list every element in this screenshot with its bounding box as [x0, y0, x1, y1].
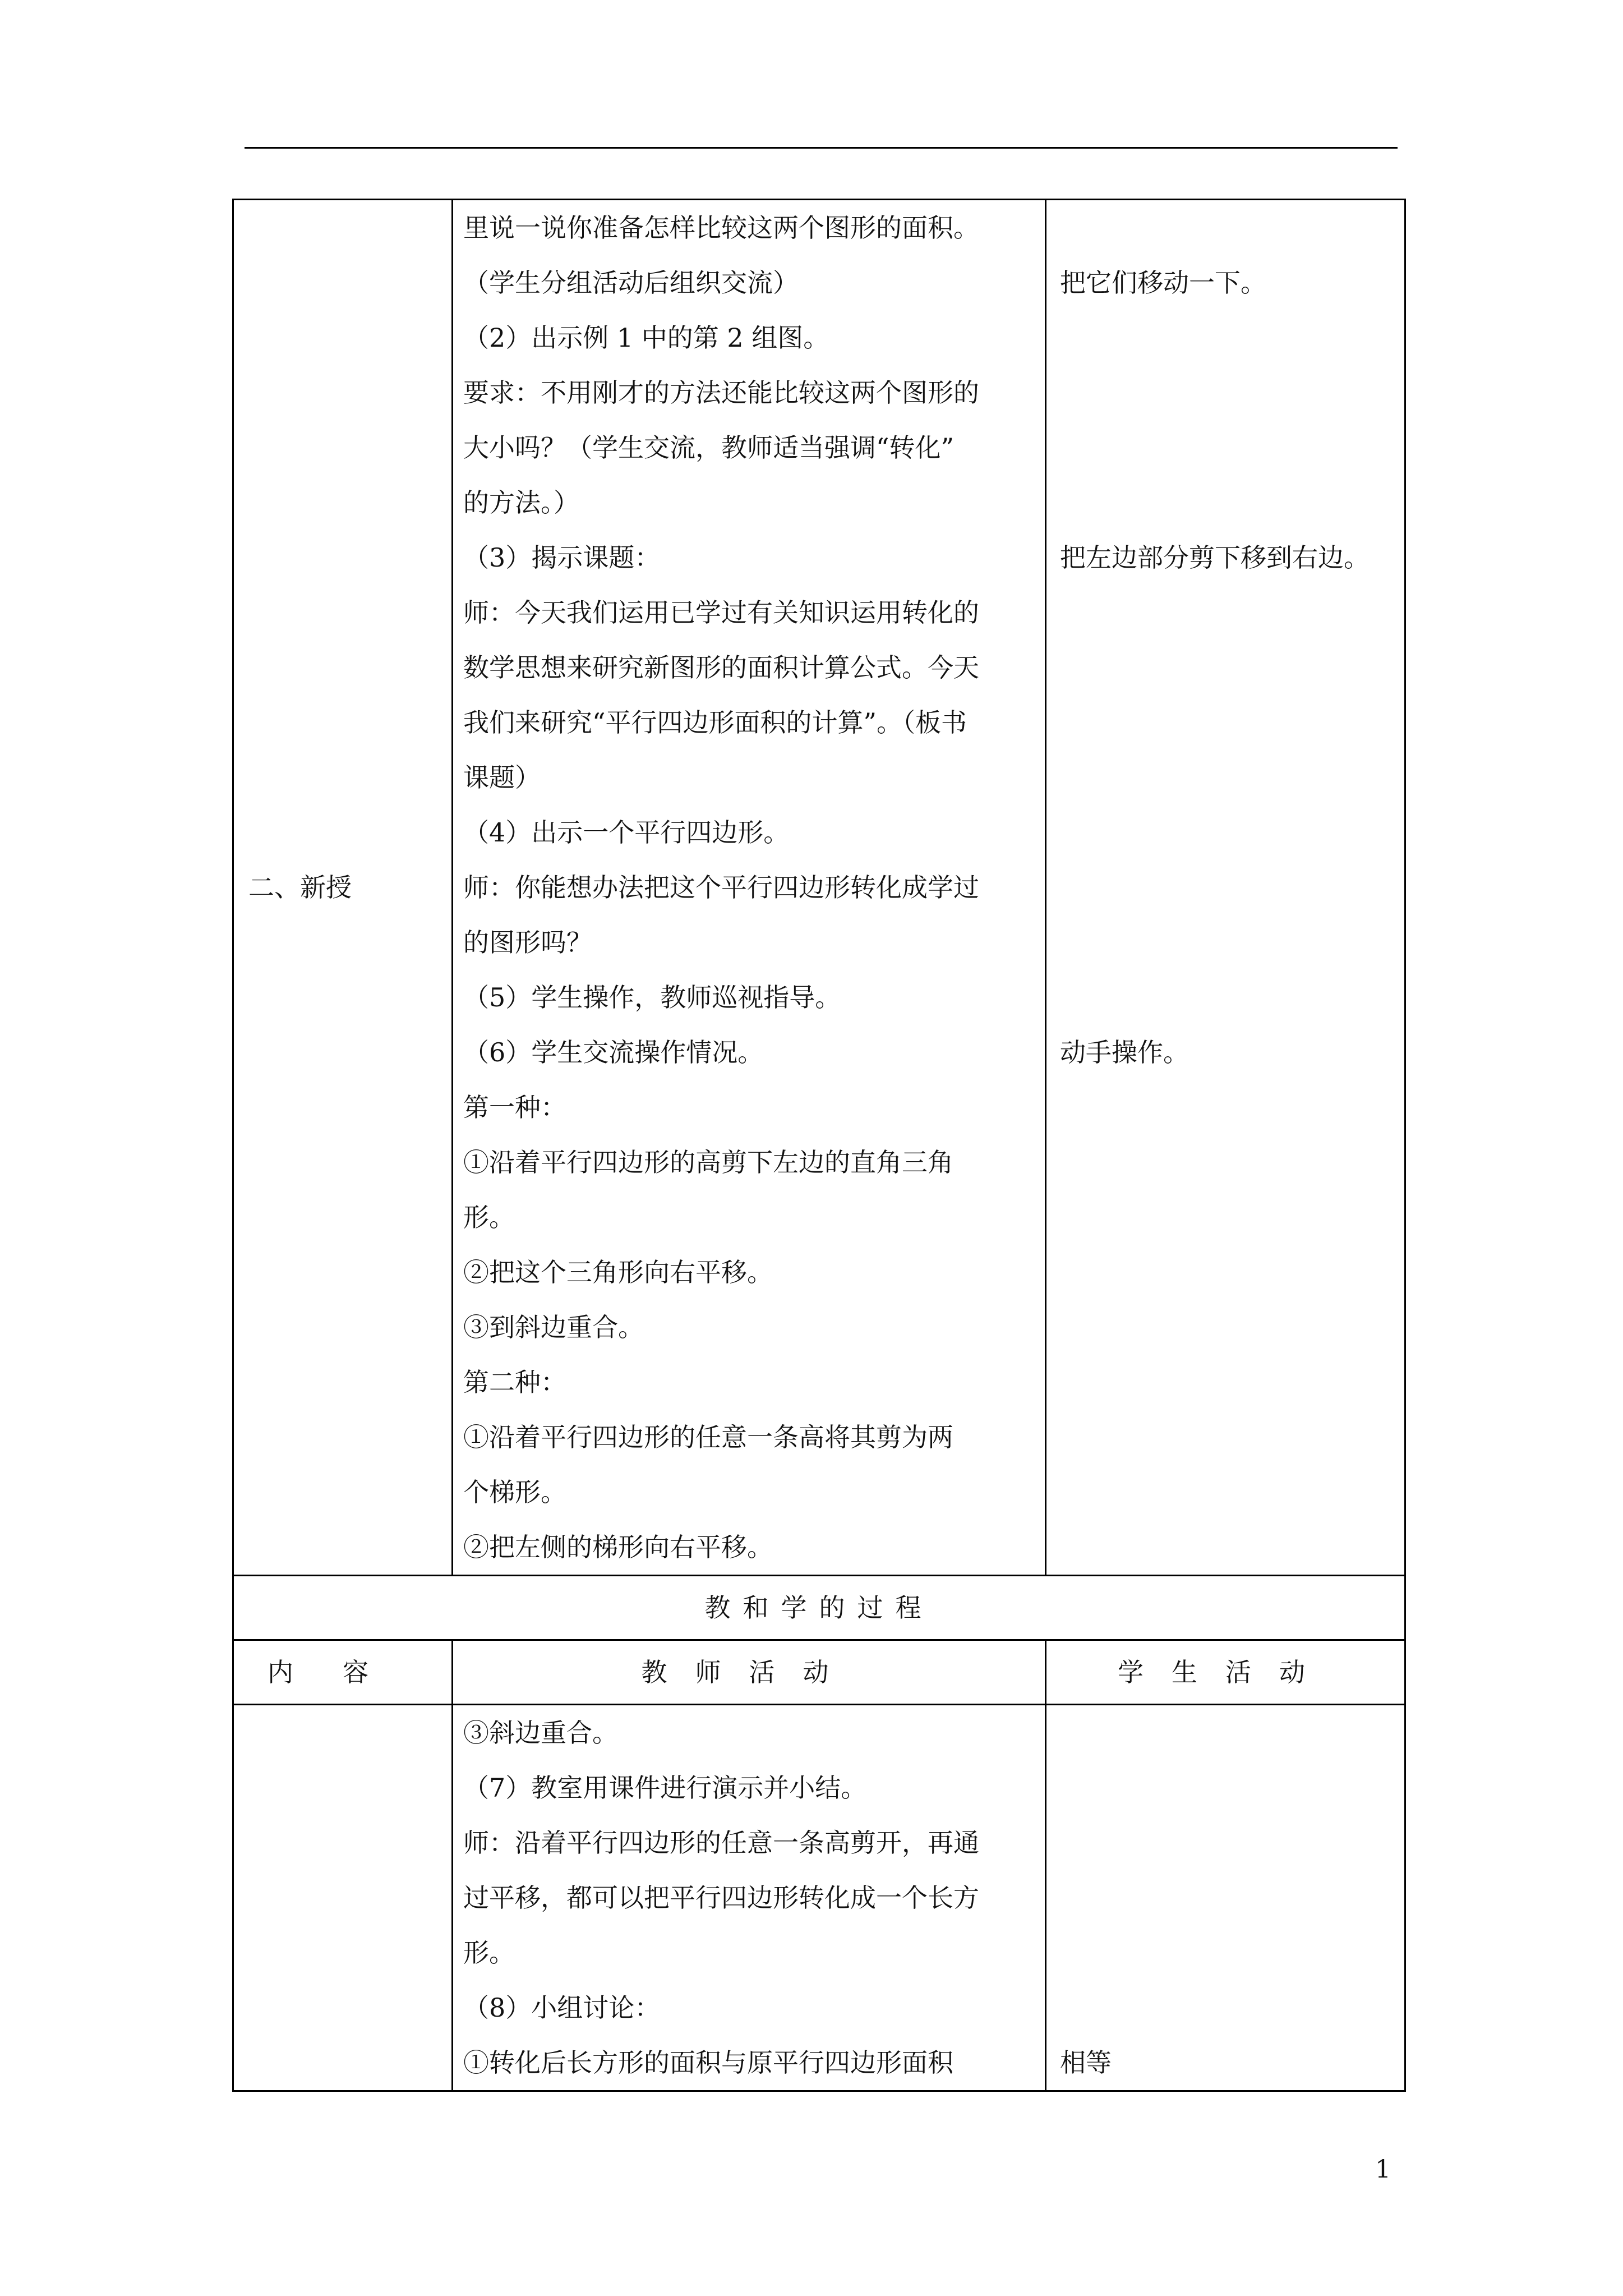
teacher-line: 形。 [463, 1938, 515, 1968]
teacher-line: ①转化后长方形的面积与原平行四边形面积 [463, 2047, 953, 2078]
teacher-line: （4）出示一个平行四边形。 [463, 817, 790, 848]
teacher-line: 师：你能想办法把这个平行四边形转化成学过 [463, 872, 979, 903]
section1-label: 二、新授 [233, 200, 453, 1576]
teacher-line: （7）教室用课件进行演示并小结。 [463, 1773, 867, 1803]
teacher-line: 数学思想来研究新图形的面积计算公式。今天 [463, 652, 979, 683]
teacher-line: 要求：不用刚才的方法还能比较这两个图形的 [463, 378, 979, 408]
teacher-line: ③到斜边重合。 [463, 1312, 644, 1342]
process-banner: 教和学的过程 [233, 1576, 1405, 1640]
teacher-line: 我们来研究“平行四边形面积的计算”。（板书 [463, 707, 967, 738]
teacher-line: ②把这个三角形向右平移。 [463, 1257, 773, 1287]
teacher-line: 形。 [463, 1202, 515, 1232]
section2-label [233, 1705, 453, 2091]
lesson-plan-table [232, 199, 1406, 2092]
student-note: 动手操作。 [1060, 1037, 1189, 1068]
section2-teacher-activity [453, 1705, 1046, 2091]
page-number: 1 [1375, 2155, 1391, 2184]
teacher-line: （学生分组活动后组织交流） [463, 268, 799, 298]
teacher-line: 第二种： [463, 1367, 566, 1397]
teacher-line: 师：沿着平行四边形的任意一条高剪开，再通 [463, 1828, 979, 1858]
header-student-activity: 学生活动 [1046, 1640, 1405, 1705]
teacher-line: 的方法。） [463, 487, 579, 518]
student-note: 把它们移动一下。 [1060, 268, 1266, 298]
teacher-line: （5）学生操作，教师巡视指导。 [463, 982, 841, 1013]
teacher-line: 大小吗？（学生交流，教师适当强调“转化” [463, 432, 955, 463]
student-note: 相等 [1060, 2047, 1112, 2078]
teacher-line: ①沿着平行四边形的高剪下左边的直角三角 [463, 1147, 953, 1177]
section1-teacher-activity [453, 200, 1046, 1576]
teacher-line: 个梯形。 [463, 1477, 566, 1507]
teacher-line: （3）揭示课题： [463, 542, 661, 573]
teacher-line: 课题） [463, 762, 541, 793]
teacher-line: ①沿着平行四边形的任意一条高将其剪为两 [463, 1422, 953, 1452]
teacher-line: （6）学生交流操作情况。 [463, 1037, 764, 1068]
section1-row [233, 200, 1405, 1576]
section1-student-activity [1046, 200, 1405, 1576]
teacher-line: ③斜边重合。 [463, 1718, 618, 1748]
section2-student-activity [1046, 1705, 1405, 2091]
teacher-line: ②把左侧的梯形向右平移。 [463, 1532, 773, 1562]
banner-row [233, 1576, 1405, 1640]
header-teacher-activity: 教师活动 [453, 1640, 1046, 1705]
header-content: 内容 [233, 1640, 453, 1705]
teacher-line: 第一种： [463, 1092, 566, 1122]
teacher-line: 里说一说你准备怎样比较这两个图形的面积。 [463, 213, 979, 243]
column-header-row [233, 1640, 1405, 1705]
teacher-line: （8）小组讨论： [463, 1993, 661, 2023]
student-note: 把左边部分剪下移到右边。 [1060, 542, 1370, 573]
header-rule [245, 147, 1398, 149]
section2-row [233, 1705, 1405, 2091]
teacher-line: 过平移，都可以把平行四边形转化成一个长方 [463, 1883, 979, 1913]
teacher-line: 的图形吗？ [463, 927, 592, 958]
teacher-line: 师：今天我们运用已学过有关知识运用转化的 [463, 597, 979, 628]
teacher-line: （2）出示例 1 中的第 2 组图。 [463, 323, 829, 353]
